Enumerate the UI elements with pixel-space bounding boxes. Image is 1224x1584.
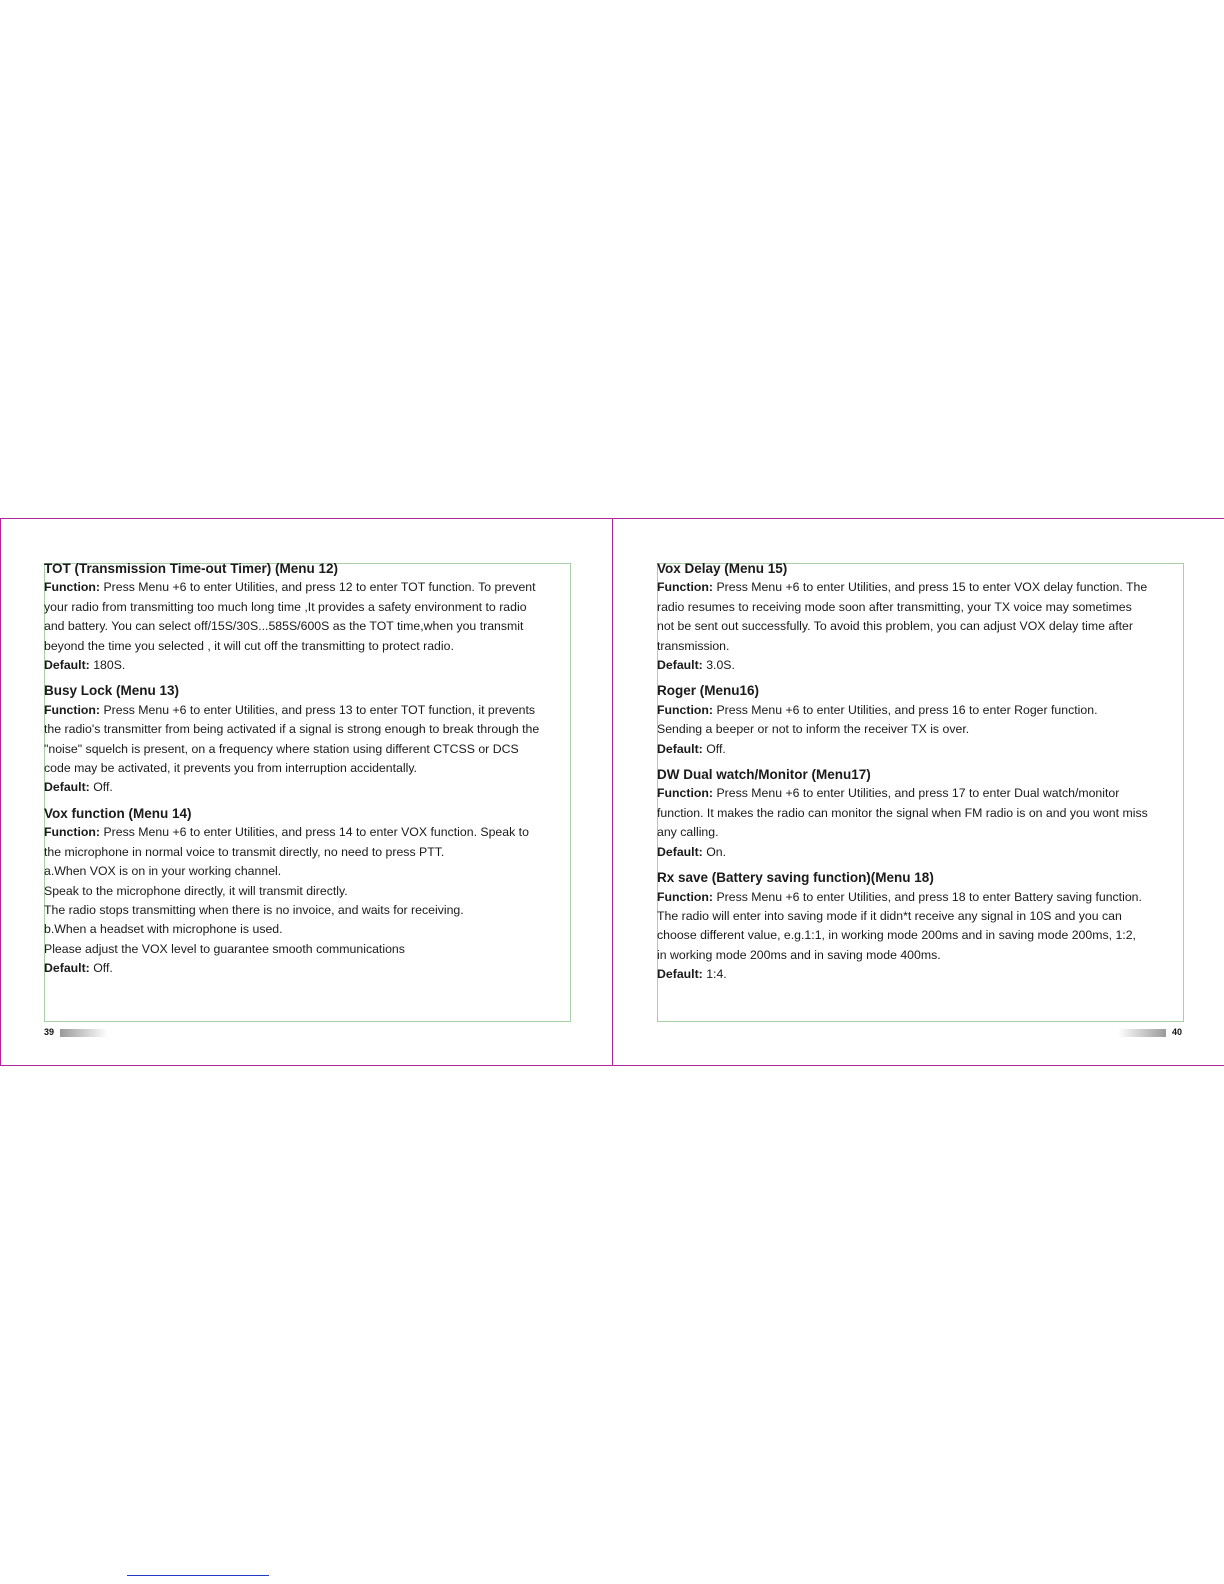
page-content [44, 559, 574, 979]
default-line [44, 656, 574, 675]
default-line [44, 959, 574, 978]
default-value: 180S. [93, 658, 126, 673]
menu-section [657, 559, 1187, 675]
function-text-line [44, 759, 574, 778]
menu-section [657, 765, 1187, 862]
function-text: a.When VOX is on in your working channel. [44, 864, 282, 879]
function-text-line [657, 946, 1187, 965]
function-text-line [657, 720, 1187, 739]
function-label: Function: [44, 825, 101, 840]
function-text: Speak to the microphone directly, it will transmit directly. [44, 883, 348, 898]
bottom-link-rule [127, 1575, 269, 1576]
function-text: choose different value, e.g.1:1, in working mode 200ms and in saving mode 200ms, 1:2, [657, 928, 1136, 943]
function-text-line [44, 720, 574, 739]
function-label: Function: [657, 889, 714, 904]
function-text: Press Menu +6 to enter Utilities, and press 14 to enter VOX function. Speak to [103, 825, 529, 840]
default-label: Default: [44, 780, 90, 795]
function-text: in working mode 200ms and in saving mode 400ms. [657, 947, 941, 962]
function-text-line [44, 740, 574, 759]
function-text: Press Menu +6 to enter Utilities, and press 16 to enter Roger function. [716, 702, 1098, 717]
function-text: Press Menu +6 to enter Utilities, and press 12 to enter TOT function. To prevent [103, 580, 536, 595]
manual-spread [0, 518, 1224, 1066]
function-text-line [44, 578, 574, 597]
function-text: Press Menu +6 to enter Utilities, and press 18 to enter Battery saving function. [716, 889, 1142, 904]
function-text-line [657, 888, 1187, 907]
function-text: not be sent out successfully. To avoid this problem, you can adjust VOX delay time after [657, 619, 1133, 634]
default-label: Default: [657, 741, 703, 756]
default-label: Default: [657, 844, 703, 859]
section-heading: Roger (Menu16) [657, 683, 760, 699]
function-text: The radio will enter into saving mode if it didn*t receive any signal in 10S and you can [657, 908, 1122, 923]
function-text-line [44, 701, 574, 720]
function-text-line [44, 940, 574, 959]
function-text: beyond the time you selected , it will cut off the transmitting to protect radio. [44, 638, 454, 653]
function-text: Please adjust the VOX level to guarantee smooth communications [44, 941, 405, 956]
function-text: code may be activated, it prevents you from interruption accidentally. [44, 761, 417, 776]
function-text-line [657, 926, 1187, 945]
default-label: Default: [44, 961, 90, 976]
function-text: function. It makes the radio can monitor the signal when FM radio is on and you wont miss [657, 805, 1148, 820]
section-heading: Vox function (Menu 14) [44, 805, 192, 821]
function-text-line [44, 823, 574, 842]
default-line [657, 965, 1187, 984]
function-label: Function: [657, 580, 714, 595]
menu-section [44, 804, 574, 979]
page-right [612, 519, 1224, 1067]
function-text-line [657, 804, 1187, 823]
function-text: and battery. You can select off/15S/30S...585S/600S as the TOT time,when you transmit [44, 619, 524, 634]
default-line [657, 740, 1187, 759]
function-text-line [44, 862, 574, 881]
function-text: Sending a beeper or not to inform the receiver TX is over. [657, 722, 970, 737]
function-text-line [44, 598, 574, 617]
page-content [657, 559, 1187, 985]
section-heading: Rx save (Battery saving function)(Menu 18) [657, 870, 934, 886]
function-text-line [657, 823, 1187, 842]
menu-section [657, 681, 1187, 759]
function-text: "noise" squelch is present, on a frequency where station using different CTCSS or DCS [44, 741, 519, 756]
default-line [657, 843, 1187, 862]
function-text: radio resumes to receiving mode soon after transmitting, your TX voice may sometimes [657, 599, 1132, 614]
function-text: b.When a headset with microphone is used. [44, 922, 283, 937]
function-label: Function: [657, 786, 714, 801]
default-value: On. [706, 844, 727, 859]
function-text-line [657, 617, 1187, 636]
footer-gradient-bar [1118, 1029, 1166, 1037]
function-label: Function: [44, 580, 101, 595]
section-heading: Vox Delay (Menu 15) [657, 561, 788, 576]
default-line [44, 778, 574, 797]
section-heading: Busy Lock (Menu 13) [44, 683, 180, 699]
function-text-line [44, 882, 574, 901]
default-label: Default: [657, 658, 703, 673]
function-text: any calling. [657, 825, 719, 840]
function-text-line [44, 617, 574, 636]
function-text-line [657, 907, 1187, 926]
function-text: the microphone in normal voice to transmit directly, no need to press PTT. [44, 844, 445, 859]
menu-section [44, 681, 574, 797]
function-text: the radio's transmitter from being activated if a signal is strong enough to break through the [44, 722, 540, 737]
footer-gradient-bar [60, 1029, 108, 1037]
default-value: 1:4. [706, 967, 727, 982]
default-value: Off. [706, 741, 726, 756]
default-value: Off. [93, 780, 113, 795]
function-text-line [657, 701, 1187, 720]
function-text-line [657, 598, 1187, 617]
function-label: Function: [657, 702, 714, 717]
function-text: transmission. [657, 638, 730, 653]
page-footer [44, 1027, 108, 1037]
function-text: Press Menu +6 to enter Utilities, and press 15 to enter VOX delay function. The [716, 580, 1148, 595]
function-text: your radio from transmitting too much long time ,It provides a safety environment to radio [44, 599, 527, 614]
section-heading: DW Dual watch/Monitor (Menu17) [657, 767, 871, 783]
function-text: The radio stops transmitting when there is no invoice, and waits for receiving. [44, 902, 464, 917]
function-text-line [657, 784, 1187, 803]
default-value: 3.0S. [706, 658, 735, 673]
function-text: Press Menu +6 to enter Utilities, and press 17 to enter Dual watch/monitor [716, 786, 1120, 801]
function-label: Function: [44, 702, 101, 717]
default-line [657, 656, 1187, 675]
menu-section [657, 868, 1187, 984]
function-text-line [657, 578, 1187, 597]
page-number: 40 [1171, 1027, 1182, 1037]
function-text-line [44, 843, 574, 862]
menu-section [44, 559, 574, 675]
function-text-line [44, 901, 574, 920]
default-value: Off. [93, 961, 113, 976]
function-text-line [657, 637, 1187, 656]
function-text: Press Menu +6 to enter Utilities, and press 13 to enter TOT function, it prevents [103, 702, 536, 717]
page-number: 39 [44, 1027, 55, 1037]
page-left [0, 519, 612, 1067]
page-footer [1118, 1027, 1182, 1037]
function-text-line [44, 920, 574, 939]
function-text-line [44, 637, 574, 656]
default-label: Default: [44, 658, 90, 673]
default-label: Default: [657, 967, 703, 982]
section-heading: TOT (Transmission Time-out Timer) (Menu 12) [44, 561, 339, 576]
